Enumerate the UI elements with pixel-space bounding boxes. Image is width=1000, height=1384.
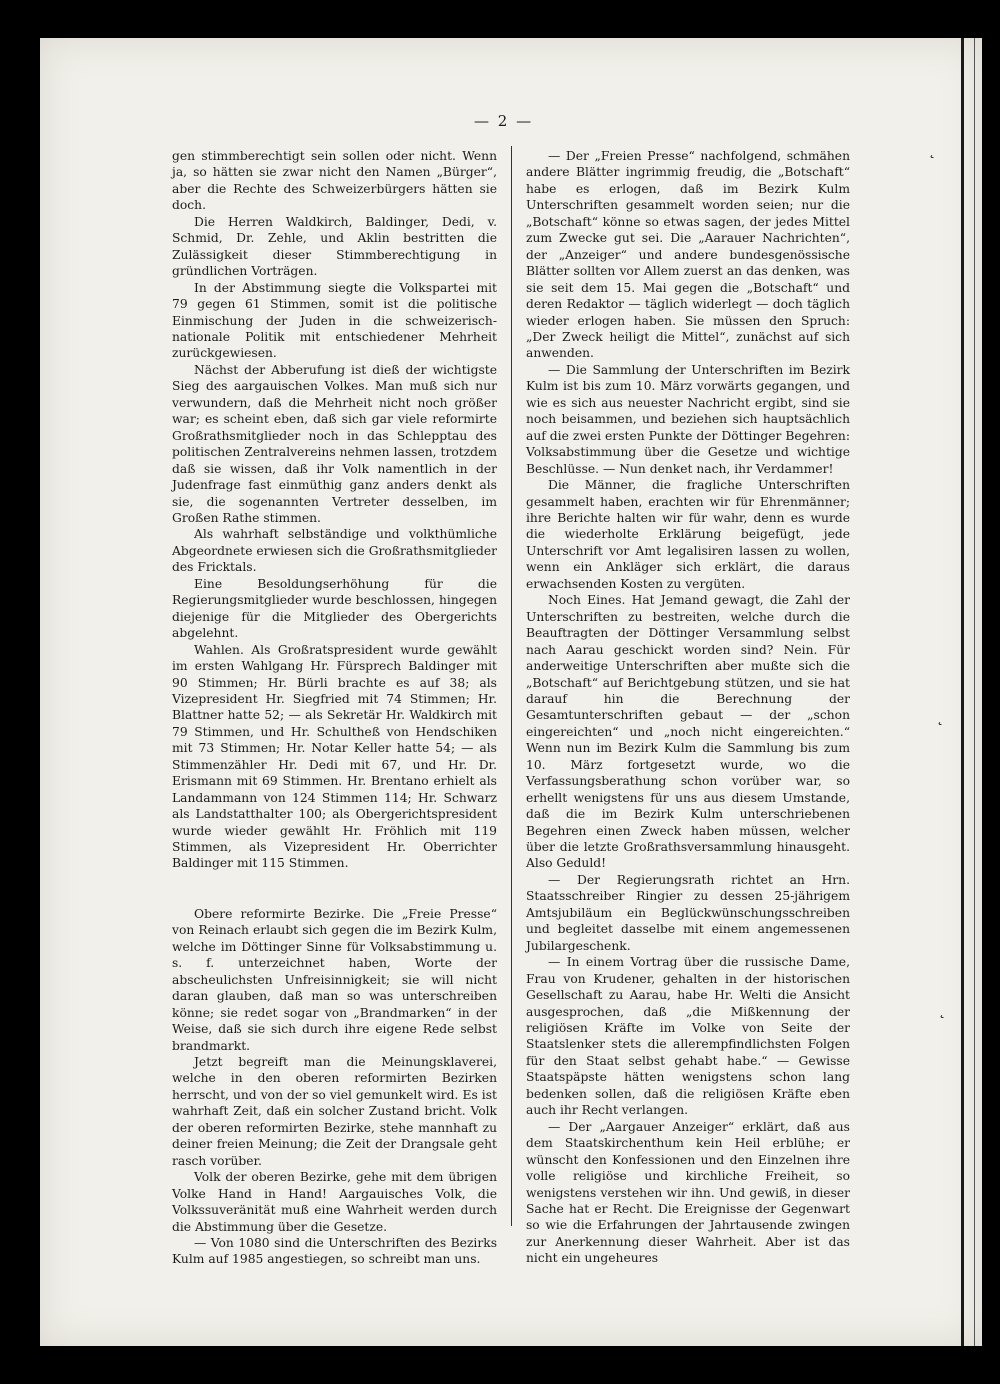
paragraph: — Von 1080 sind die Unterschriften des Bezirks Kulm auf 1985 angestiegen, so schreibt man uns. [172,1236,497,1267]
page-number: — 2 — [474,112,534,130]
page-fold-edge [961,38,964,1346]
paragraph: — Der „Aargauer Anzeiger“ erklärt, daß aus dem Staatskirchenthum kein Heil erblühe; er wünscht den Konfessionen und den Einzelnen ihre volle religiöse und kirchliche Freiheit, so wenigstens verstehen wir ihn. Und gewiß, in dieser Sache hat er Recht. Die Ereignisse der Gegenwart so wie die Erfahrungen der Jahrtausende zwingen zur Anerkennung dieser Wahrheit. Aber ist das nicht ein ungeheures [526,1119,850,1266]
ink-speck: ˛ [938,1000,946,1019]
paragraph: In der Abstimmung siegte die Volkspartei mit 79 gegen 61 Stimmen, somit ist die politische Einmischung der Juden in die schweizerisch-nationale Politik mit entschiedener Mehrheit zurückgewiesen. [172,280,497,361]
ink-speck: ˛ [936,707,944,726]
ink-speck: ˛ [928,140,936,159]
paragraph: Die Männer, die fragliche Unterschriften gesammelt haben, erachten wir für Ehrenmänner; ihre Berichte halten wir für wahr, denn es wurde die wiederholte Erklärung beigefügt, jede Unterschrift vor Amt legalisiren lassen zu wollen, wenn ein Ankläger sich erklärt, die daraus erwachsenden Kosten zu vergüten. [526,478,850,591]
left-column [172,148,497,1268]
paragraph: — Der „Freien Presse“ nachfolgend, schmähen andere Blätter ingrimmig freudig, die „Botschaft“ habe es erlogen, daß im Bezirk Kulm Unterschriften gesammelt worden seien; nur die „Botschaft“ könne so etwas sagen, der jedes Mittel zum Zwecke gut sei. Die „Aarauer Nachrichten“, der „Anzeiger“ und andere bundesgenössische Blätter sollten vor Allem zuerst an das denken, was sie seit dem 15. Mai gegen die „Botschaft“ und deren Redaktor — täglich widerlegt — doch täglich wieder erlogen haben. Sie müssen den Spruch: „Der Zweck heiligt die Mittel“, zunächst auf sich anwenden. [526,149,850,361]
paragraph: Jetzt begreift man die Meinungsklaverei, welche in den oberen reformirten Bezirken herrscht, und von der so viel gemunkelt wird. Es ist wahrhaft Zeit, daß ein solcher Zustand bricht. Volk der oberen reformirten Bezirke, stehe mannhaft zu deiner freien Meinung; die Zeit der Drangsale geht rasch vorüber. [172,1055,497,1168]
right-column [526,148,850,1267]
column-rule [511,146,512,1226]
paragraph: — Der Regierungsrath richtet an Hrn. Staatsschreiber Ringier zu dessen 25-jährigem Amtsjubiläum ein Beglückwünschungsschreiben und begleitet dasselbe mit einem angemessenen Jubilargeschenk. [526,872,850,953]
paragraph: Eine Besoldungserhöhung für die Regierungsmitglieder wurde beschlossen, hingegen diejenige für die Mitglieder des Obergerichts abgelehnt. [172,576,497,641]
paragraph: Noch Eines. Hat Jemand gewagt, die Zahl der Unterschriften zu bestreiten, welche durch die Beauftragten der Döttinger Versammlung selbst nach Aarau geschickt worden sind? Nein. Für anderweitige Unterschriften aber mußte sich die „Botschaft“ auf Berichtgebung stützen, und sie hat darauf hin die Berechnung der Gesamtunterschriften gebaut — der „schon eingereichten“ und „noch nicht eingereichten.“ Wenn nun im Bezirk Kulm die Sammlung bis zum 10. März fortgesetzt wurde, wo die Verfassungsberathung schon vorüber war, so erhellt wenigstens für uns aus diesem Umstande, daß die im Bezirk Kulm unterschriebenen Begehren einen Zweck haben müssen, welcher über die letzte Großrathsversammlung hinausgeht. Also Geduld! [526,593,850,871]
paragraph: Wahlen. Als Großratspresident wurde gewählt im ersten Wahlgang Hr. Fürsprech Baldinger mit 90 Stimmen; Hr. Bürli brachte es auf 38; als Vizepresident Hr. Siegfried mit 74 Stimmen; Hr. Blattner hatte 52; — als Sekretär Hr. Waldkirch mit 79 Stimmen, und Hr. Schultheß von Hendschiken mit 73 Stimmen; Hr. Notar Keller hatte 54; — als Stimmenzähler Hr. Dedi mit 67, und Hr. Dr. Erismann mit 69 Stimmen. Hr. Brentano erhielt als Landammann von 124 Stimmen 114; Hr. Schwarz als Landstatthalter 100; als Obergerichtspresident wurde wieder gewählt Hr. Fröhlich mit 119 Stimmen, als Vizepresident Hr. Oberrichter Baldinger mit 115 Stimmen. [172,642,497,871]
paragraph: Die Herren Waldkirch, Baldinger, Dedi, v. Schmid, Dr. Zehle, und Aklin bestritten die Zulässigkeit dieser Stimmberechtigung in gründlichen Vorträgen. [172,214,497,279]
page-fold-edge-secondary [974,38,975,1346]
paragraph: — In einem Vortrag über die russische Dame, Frau von Krudener, gehalten in der historischen Gesellschaft zu Aarau, habe Hr. Welti die Ansicht ausgesprochen, daß „die Mißkennung der religiösen Kräfte im Volke von Seite der Staatslenker stets die allerempfindlichsten Folgen für den Staat selbst gehabt habe.“ — Gewisse Staatspäpste hätten wenigstens schon lang bedenken sollen, daß die religiösen Kräfte eben auch ihr Recht verlangen. [526,955,850,1118]
paragraph: gen stimmberechtigt sein sollen oder nicht. Wenn ja, so hätten sie zwar nicht den Namen „Bürger“, aber die Rechte des Schweizerbürgers hätten sie doch. [172,149,497,213]
section-gap [172,872,497,906]
paragraph: Nächst der Abberufung ist dieß der wichtigste Sieg des aargauischen Volkes. Man muß sich nur verwundern, daß die Mehrheit nicht noch größer war; es scheint eben, daß sich gar viele reformirte Großrathsmitglieder noch in das Schlepptau des politischen Zentralvereins nehmen lassen, trotzdem daß sie wissen, daß ihr Volk namentlich in der Judenfrage fast einmüthig ganz anders denkt als sie, die sogenannten Vertreter desselben, im Großen Rathe stimmen. [172,362,497,525]
paragraph: Volk der oberen Bezirke, gehe mit dem übrigen Volke Hand in Hand! Aargauisches Volk, die Volkssuveränität muß eine Wahrheit werden durch die Abstimmung über die Gesetze. [172,1170,497,1234]
paragraph: — Die Sammlung der Unterschriften im Bezirk Kulm ist bis zum 10. März vorwärts gegangen, und wie es sich aus neuester Nachricht ergibt, sind sie noch beisammen, und beziehen sich hauptsächlich auf die zwei ersten Punkte der Döttinger Begehren: Volksabstimmung über die Gesetze und wichtige Beschlüsse. — Nun denket nach, ihr Verdammer! [526,362,850,476]
paragraph: Als wahrhaft selbständige und volkthümliche Abgeordnete erwiesen sich die Großrathsmitglieder des Fricktals. [172,527,497,575]
section-paragraph: Obere reformirte Bezirke. Die „Freie Presse“ von Reinach erlaubt sich gegen die im Bezirk Kulm, welche im Döttinger Sinne für Volksabstimmung u. s. f. unterzeichnet haben, Worte der abscheulichsten Unfreisinnigkeit; sie will nicht daran glauben, daß man so was unterschreiben könne; sie redet sogar von „Brandmarken“ in der Weise, daß sie sich durch ihre eigene Rede selbst brandmarkt. [172,906,497,1053]
